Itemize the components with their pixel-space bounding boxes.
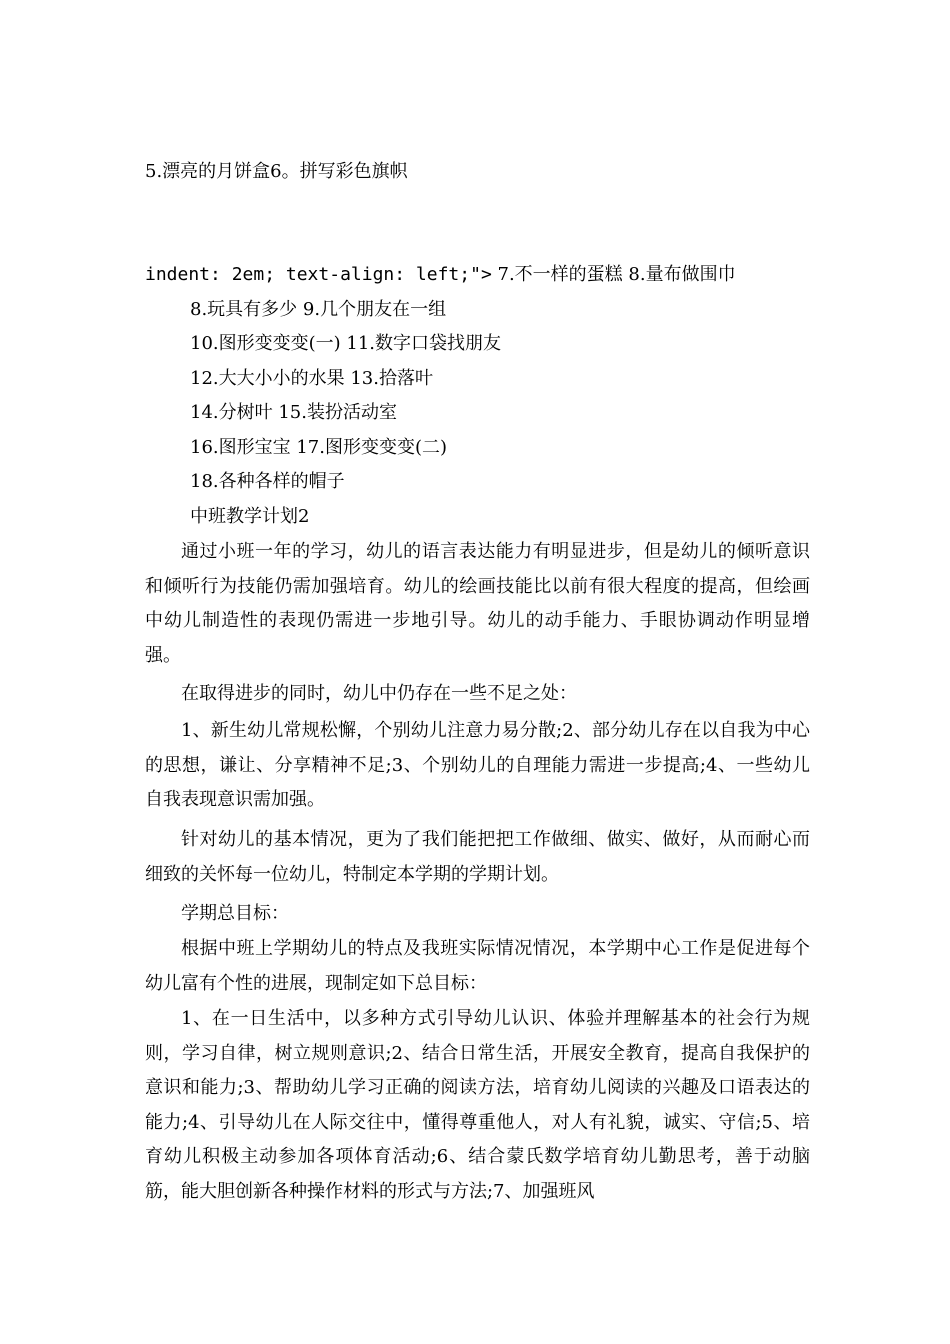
paragraph-shortcomings-intro: 在取得进步的同时，幼儿中仍存在一些不足之处： [181,683,577,704]
paragraph-goals-heading: 学期总目标： [181,903,289,924]
activity-line-10-11: 10.图形变变变(一) 11.数字口袋找朋友 [190,333,502,354]
paragraph-progress: 通过小班一年的学习，幼儿的语言表达能力有明显进步，但是幼儿的倾听意识和倾听行为技能仍需加强培育。幼儿的绘画技能比以前有很大程度的提高，但绘画中幼儿制造性的表现仍需进一步地引导。幼儿的动手能力、手眼协调动作明显增强。 [145,541,810,666]
activity-line-14-15: 14.分树叶 15.装扮活动室 [190,402,397,423]
paragraph-goals-list: 1、在一日生活中，以多种方式引导幼儿认识、体验并理解基本的社会行为规则，学习自律，树立规则意识;2、结合日常生活，开展安全教育，提高自我保护的意识和能力;3、帮助幼儿学习正确的阅读方法，培育幼儿阅读的兴趣及口语表达的能力;4、引导幼儿在人际交往中，懂得尊重他人，对人有礼貌，诚实、守信;5、培育幼儿积极主动参加各项体育活动;6、结合蒙氏数学培育幼儿勤思考，善于动脑筋，能大胆创新各种操作材料的形式与方法;7、加强班风 [145,1008,810,1202]
section-heading: 中班教学计划2 [190,506,310,527]
html-artifact-text: indent: 2em; text-align: left;"> [145,264,492,285]
activity-line-7-8-text: 7.不一样的蛋糕 8.量布做围巾 [491,264,736,285]
activity-line-18: 18.各种各样的帽子 [190,471,345,492]
paragraph-plan-purpose: 针对幼儿的基本情况，更为了我们能把把工作做细、做实、做好，从而耐心而细致的关怀每一位幼儿，特制定本学期的学期计划。 [145,829,810,885]
paragraph-goals-intro: 根据中班上学期幼儿的特点及我班实际情况情况，本学期中心工作是促进每个幼儿富有个性的进展，现制定如下总目标： [145,938,810,994]
activity-line-5-6: 5.漂亮的月饼盒6。拼写彩色旗帜 [145,161,408,182]
activity-line-7-8 [145,263,736,287]
paragraph-shortcomings-list: 1、新生幼儿常规松懈，个别幼儿注意力易分散;2、部分幼儿存在以自我为中心的思想，谦让、分享精神不足;3、个别幼儿的自理能力需进一步提高;4、一些幼儿自我表现意识需加强。 [145,720,810,811]
activity-line-8-9: 8.玩具有多少 9.几个朋友在一组 [190,299,447,320]
activity-line-16-17: 16.图形宝宝 17.图形变变变(二) [190,437,448,458]
activity-line-12-13: 12.大大小小的水果 13.拾落叶 [190,368,433,389]
